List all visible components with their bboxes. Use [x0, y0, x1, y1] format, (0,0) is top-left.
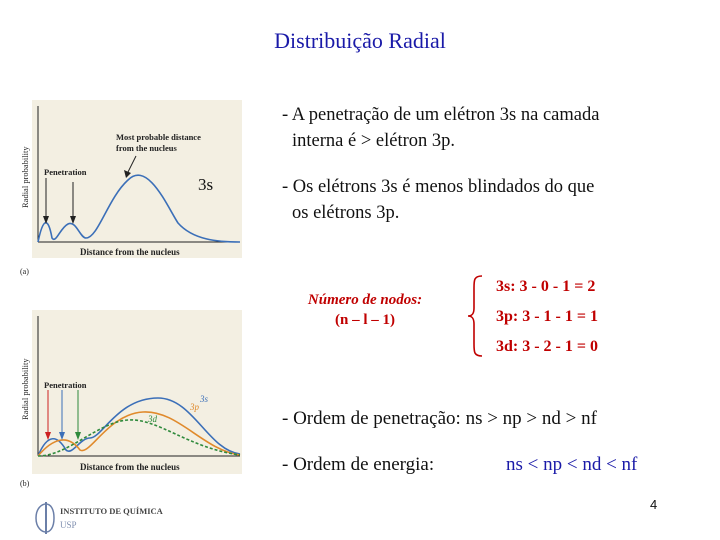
nodes-label	[286, 290, 444, 330]
nodes-eq-3p: 3p: 3 - 1 - 1 = 1	[496, 308, 598, 325]
annot-most-probable-1: Most probable distance	[116, 132, 201, 142]
figure-b-xlabel: Distance from the nucleus	[80, 462, 180, 472]
label-3s-b: 3s	[200, 394, 209, 404]
figure-a-ylabel: Radial probability	[20, 146, 30, 208]
annot-penetration-a: Penetration	[44, 167, 87, 177]
bullet-line-3: - Os elétrons 3s é menos blindados do que	[282, 177, 595, 197]
order-energy-label: - Ordem de energia:	[282, 454, 435, 475]
annot-most-probable-2: from the nucleus	[116, 143, 177, 153]
figure-b-ylabel: Radial probability	[20, 358, 30, 420]
figure-a-xlabel: Distance from the nucleus	[80, 247, 180, 257]
order-penetration: - Ordem de penetração: ns > np > nd > nf	[282, 408, 597, 429]
page-number: 4	[650, 497, 658, 512]
bullet-line-1: - A penetração de um elétron 3s na camada	[282, 105, 600, 125]
label-3d-b: 3d	[148, 414, 157, 424]
bullet-line-2: interna é > elétron 3p.	[292, 131, 455, 151]
nodes-label-line2: (n – l – 1)	[335, 312, 395, 328]
nodes-label-line1: Número de nodos:	[307, 292, 423, 308]
order-energy-value: ns < np < nd < nf	[506, 454, 638, 475]
institute-logo	[30, 498, 190, 536]
nodes-eq-3s: 3s: 3 - 0 - 1 = 2	[496, 278, 596, 295]
annot-penetration-b: Penetration	[44, 380, 87, 390]
nodes-eq-3d: 3d: 3 - 2 - 1 = 0	[496, 338, 598, 355]
bullet-line-4: os elétrons 3p.	[292, 203, 400, 223]
logo-text-line2: USP	[60, 520, 77, 530]
label-3s-a: 3s	[198, 175, 214, 194]
curly-brace	[466, 274, 486, 358]
panel-a-label: (a)	[20, 267, 29, 276]
page-title: Distribuição Radial	[274, 28, 446, 53]
panel-b-label: (b)	[20, 479, 30, 488]
logo-text-line1: INSTITUTO DE QUÍMICA	[60, 506, 163, 516]
label-3p-b: 3p	[190, 402, 199, 412]
radial-figure-a	[18, 98, 246, 276]
logo-emblem-icon	[36, 502, 54, 534]
radial-figure-b	[18, 310, 246, 490]
